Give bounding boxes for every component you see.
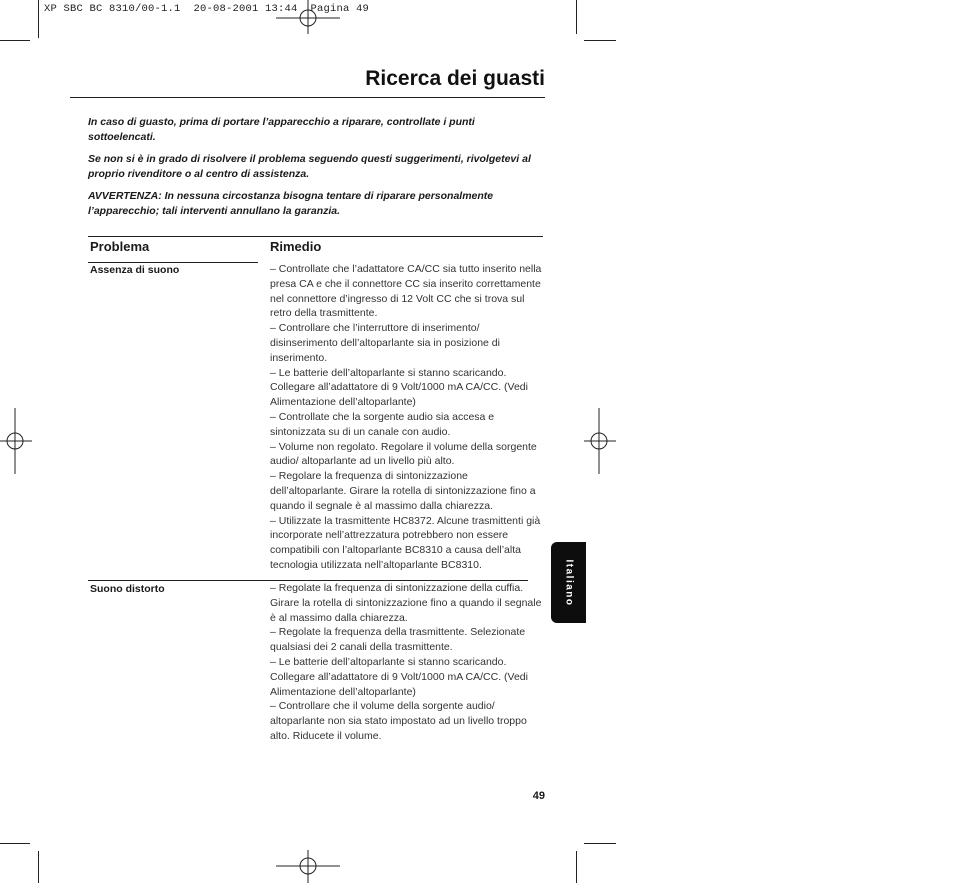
- registration-mark-icon: [0, 408, 32, 474]
- registration-mark-icon: [584, 408, 616, 474]
- table-top-rule: [88, 236, 543, 237]
- remedy-item: – Controllare che il volume della sorgente audio/ altoparlante non sia stato impostato ad un livello troppo alto. Riducete il volume.: [270, 700, 527, 742]
- language-tab: [551, 542, 586, 623]
- crop-mark: [576, 0, 577, 34]
- registration-mark-icon: [276, 0, 340, 34]
- remedy-list: [270, 262, 545, 573]
- intro-paragraph: Se non si è in grado di risolvere il problema seguendo questi suggerimenti, rivolgetevi al proprio rivenditore o al centro di assistenza.: [88, 153, 531, 180]
- crop-mark: [0, 843, 30, 844]
- warning-paragraph: AVVERTENZA: In nessuna circostanza bisogna tentare di riparare personalmente l’apparecchio; tali interventi annullano la garanzia.: [88, 190, 494, 217]
- crop-mark: [38, 0, 39, 38]
- crop-mark: [0, 40, 30, 41]
- registration-mark-icon: [276, 850, 340, 883]
- remedy-item: – Regolate la frequenza di sintonizzazione della cuffia. Girare la rotella di sintonizzazione fino a quando il segnale è al massimo dalla chiarezza.: [270, 582, 542, 624]
- remedy-item: – Le batterie dell’altoparlante si stanno scaricando. Collegare all’adattatore di 9 Volt/1000 mA CA/CC. (Vedi Alimentazione dell’altoparlante): [270, 366, 528, 409]
- language-tab-label: Italiano: [563, 558, 574, 607]
- print-header: XP SBC BC 8310/00-1.1 20-08-2001 13:44 Pagina 49: [44, 3, 370, 15]
- remedy-item: – Utilizzate la trasmittente HC8372. Alcune trasmittenti già incorporate nell’attrezzatura potrebbero non essere compatibili con l’altoparlante BC8310 a causa dell’alta tecnologia utilizzata nell’altoparlante BC8310.: [270, 514, 541, 571]
- page-title: Ricerca dei guasti: [365, 67, 545, 90]
- row-rule: [88, 262, 258, 263]
- remedy-item: – Controllate che l’adattatore CA/CC sia tutto inserito nella presa CA e che il connettore CC sia inserito correttamente nel connettore d’ingresso di 12 Volt CC che si trova sul retro della trasmittente.: [270, 263, 542, 320]
- remedy-item: – Regolate la frequenza della trasmittente. Selezionate qualsiasi dei 2 canali della trasmittente.: [270, 626, 526, 654]
- remedy-item: – Le batterie dell’altoparlante si stanno scaricando. Collegare all’adattatore di 9 Volt/1000 mA CA/CC. (Vedi Alimentazione dell’altoparlante): [270, 655, 528, 698]
- crop-mark: [584, 40, 616, 41]
- problem-label: Assenza di suono: [90, 264, 180, 276]
- crop-mark: [576, 851, 577, 883]
- intro-paragraph: In caso di guasto, prima di portare l’apparecchio a riparare, controllate i punti sottoelencati.: [88, 116, 475, 143]
- crop-mark: [38, 851, 39, 883]
- problem-label: Suono distorto: [90, 583, 165, 595]
- problem-column-header: Problema: [90, 239, 150, 254]
- crop-mark: [584, 843, 616, 844]
- page-number: 49: [532, 790, 545, 802]
- remedy-item: – Volume non regolato. Regolare il volume della sorgente audio/ altoparlante ad un livello più alto.: [270, 440, 537, 468]
- remedy-list: [270, 581, 545, 744]
- remedy-column-header: Rimedio: [270, 239, 322, 254]
- remedy-item: – Regolare la frequenza di sintonizzazione dell’altoparlante. Girare la rotella di sintonizzazione fino a quando il segnale è al massimo dalla chiarezza.: [270, 470, 536, 512]
- title-rule: [70, 97, 545, 98]
- remedy-item: – Controllate che la sorgente audio sia accesa e sintonizzata su di un canale con audio.: [270, 410, 495, 438]
- remedy-item: – Controllare che l’interruttore di inserimento/ disinserimento dell’altoparlante sia in posizione di inserimento.: [270, 322, 500, 364]
